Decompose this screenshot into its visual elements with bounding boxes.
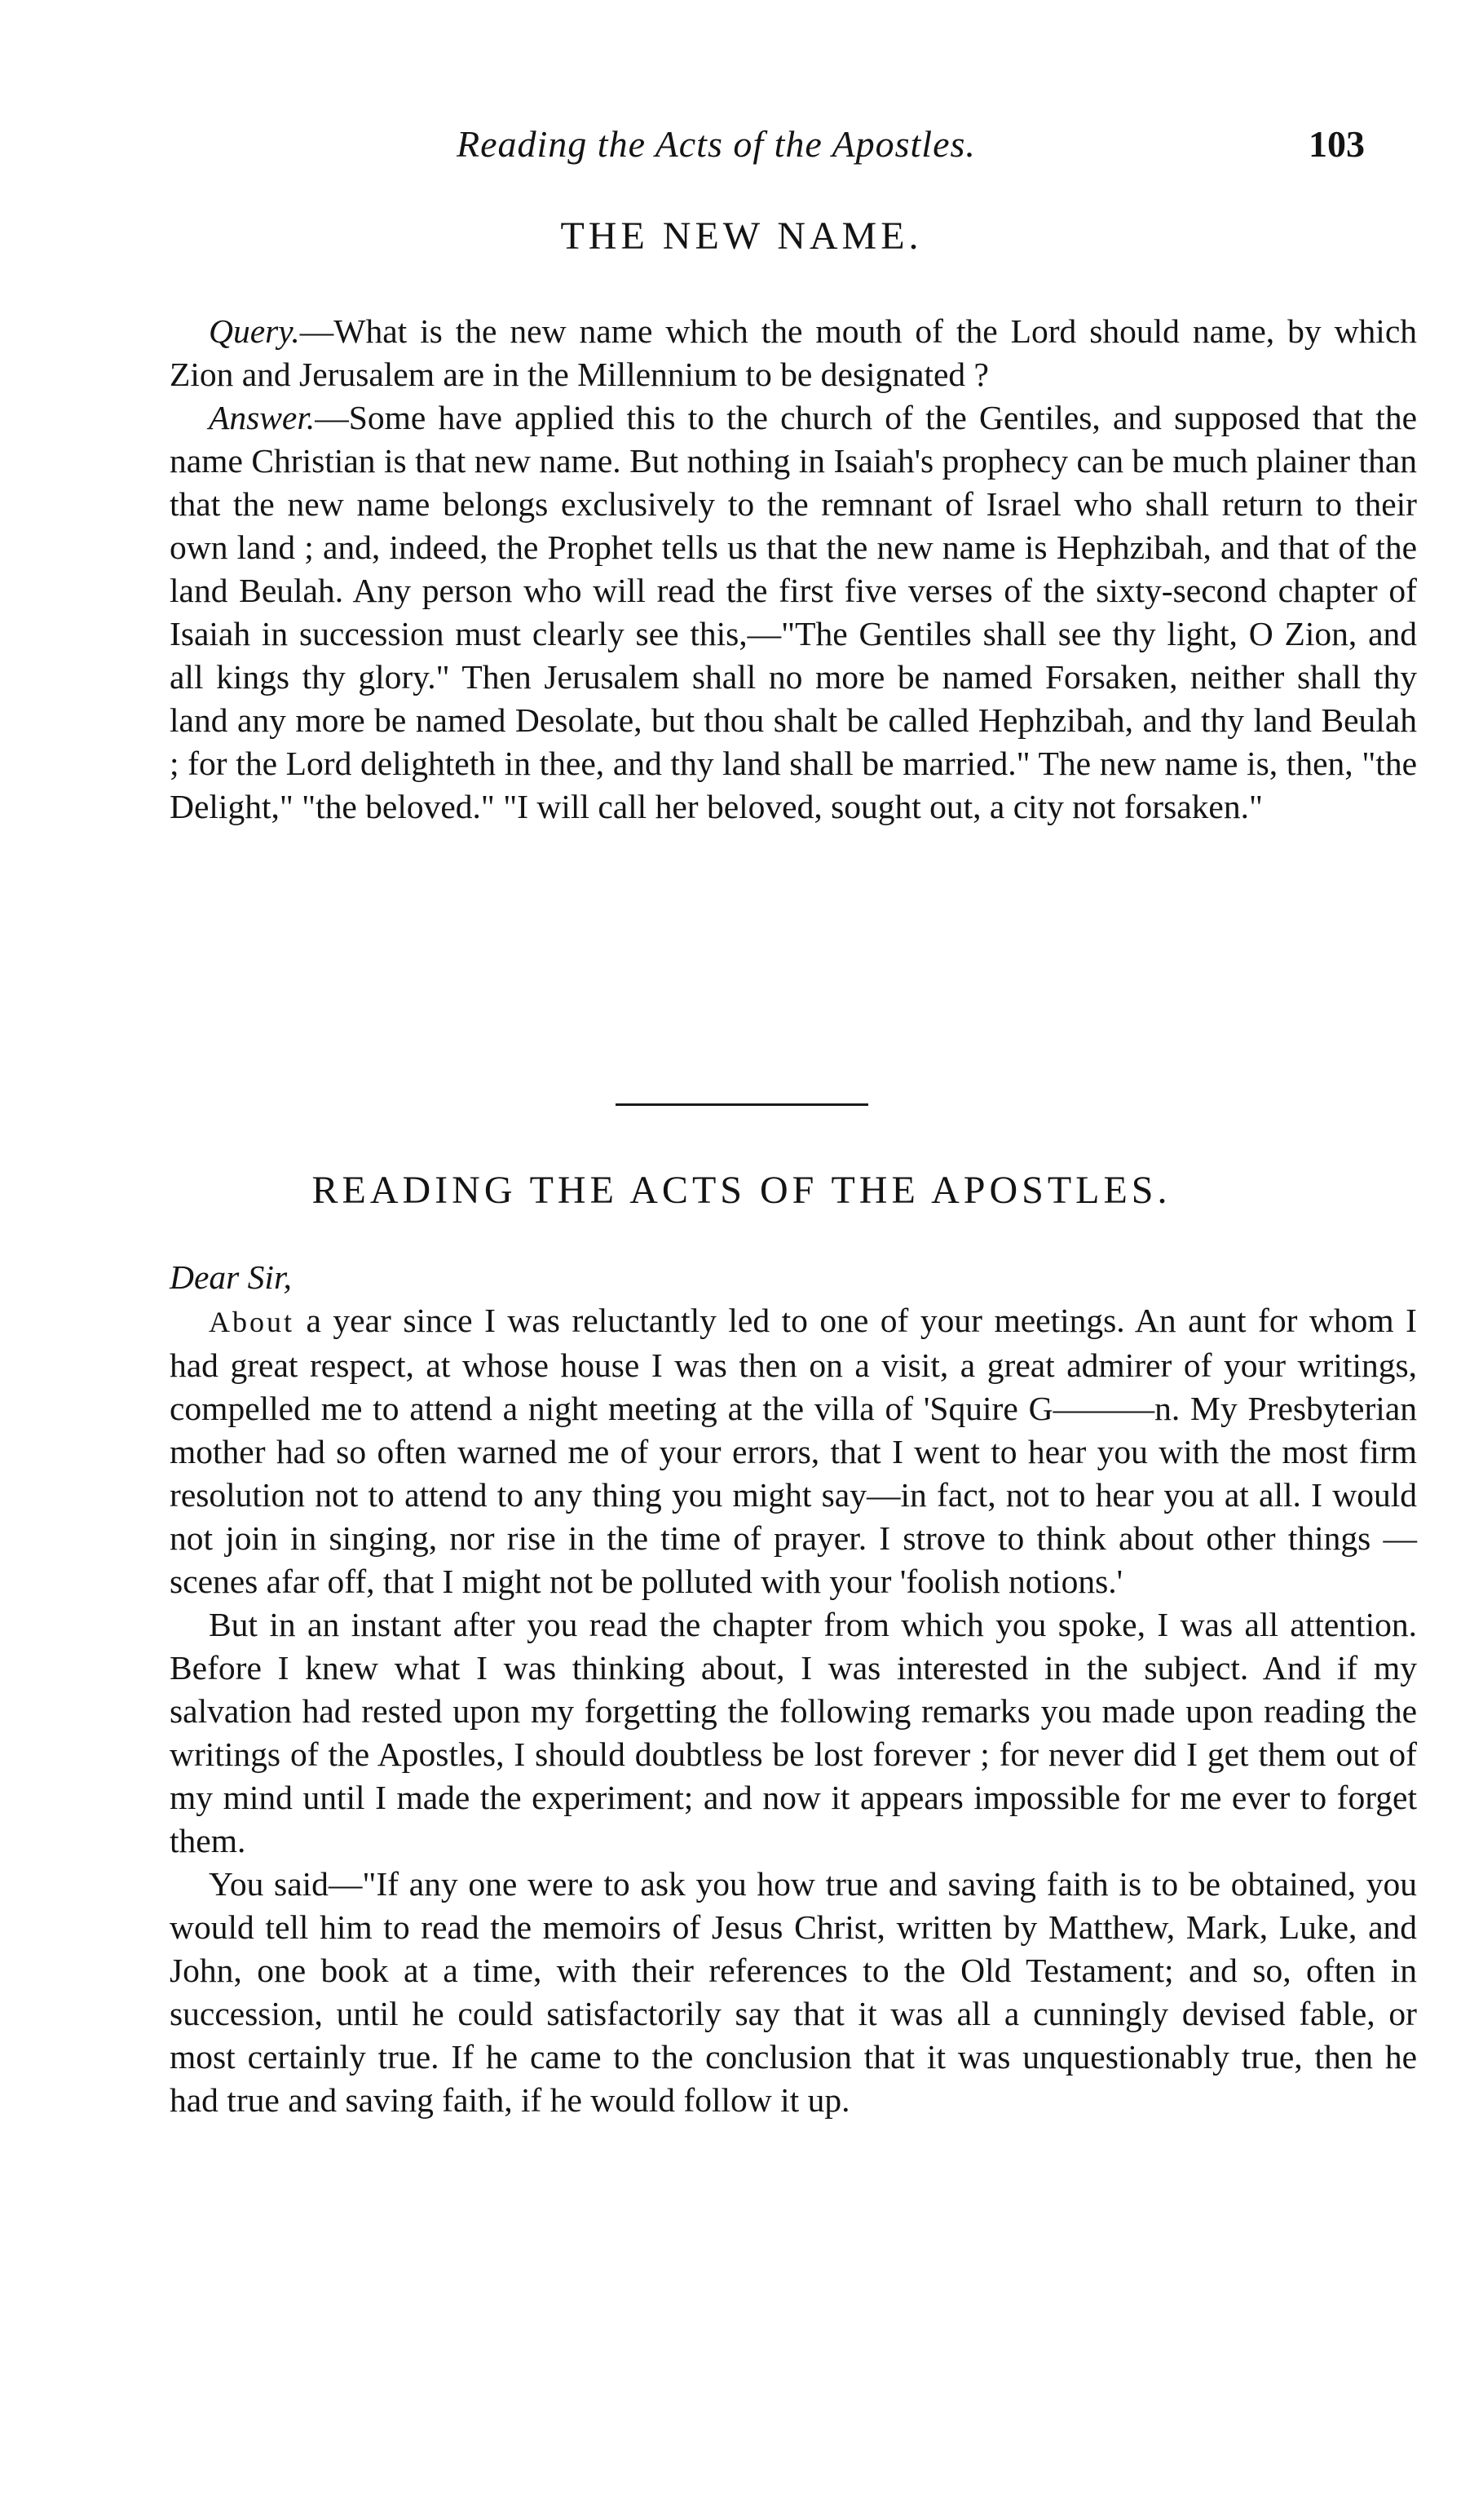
letter-paragraph-3: You said—"If any one were to ask you how true and saving faith is to be obtained, you would tell him to read the memoirs of Jesus Christ, written by Matthew, Mark, Luke, and John, one book at a time, with their references to the Old Testament; and so, often in succession, until he could satisfactorily say that it was all a cunningly devised fable, or most certainly true. If he came to the conclusion that it was unquestionably true, then he had true and saving faith, if he would follow it up. — [170, 1865, 1417, 2119]
letter-paragraph-1-text: a year since I was reluctantly led to one of your meetings. An aunt for whom I had great respect, at whose house I was then on a visit, a great admirer of your writings, compelled me to attend a night meeting at the villa of 'Squire G———n. My Presbyterian mother had so often warned me of your errors, that I went to hear you with the most firm resolution not to attend to any thing you might say—in fact, not to hear you at all. I would not join in singing, nor rise in the time of prayer. I strove to think about other things —scenes afar off, that I might not be polluted with your 'foolish notions.' — [170, 1302, 1417, 1600]
letter-paragraph-1 — [170, 1299, 1417, 1603]
new-name-body — [170, 310, 1417, 829]
section-title-new-name: THE NEW NAME. — [560, 214, 923, 258]
section-divider — [616, 1103, 868, 1106]
query-paragraph — [170, 310, 1417, 396]
small-caps-opening: About — [209, 1306, 294, 1338]
answer-text: —Some have applied this to the church of the Gentiles, and supposed that the name Christian is that new name. But nothing in Isaiah's prophecy can be much plainer than that the new name belongs exclusively to the remnant of Israel who shall return to their own land ; and, indeed, the Prophet tells us that the new name is Hephzibah, and that of the land Beulah. Any person who will read the first five verses of the sixty-second chapter of Isaiah in succession must clearly see this,—"The Gentiles shall see thy light, O Zion, and all kings thy glory." Then Jerusalem shall no more be named Forsaken, neither shall thy land any more be named Desolate, but thou shalt be called Hephzibah, and thy land Beulah ; for the Lord delighteth in thee, and thy land shall be married." The new name is, then, "the Delight," "the beloved." "I will call her beloved, sought out, a city not forsaken." — [170, 399, 1417, 825]
answer-label: Answer. — [209, 399, 316, 436]
query-text: —What is the new name which the mouth of the Lord should name, by which Zion and Jerusalem are in the Millennium to be designated ? — [170, 312, 1417, 393]
letter-body — [170, 1256, 1417, 2122]
running-title: Reading the Acts of the Apostles. — [457, 123, 976, 165]
section-title-reading-acts: READING THE ACTS OF THE APOSTLES. — [311, 1169, 1172, 1212]
answer-paragraph — [170, 396, 1417, 829]
salutation: Dear Sir, — [170, 1258, 292, 1296]
letter-paragraph-2: But in an instant after you read the chapter from which you spoke, I was all attention. Before I knew what I was thinking about, I was interested in the subject. And if my salvation had rested upon my forgetting the following remarks you made upon reading the writings of the Apostles, I should doubtless be lost forever ; for never did I get them out of my mind until I made the experiment; and now it appears impossible for me ever to forget them. — [170, 1606, 1417, 1859]
query-label: Query. — [209, 312, 300, 350]
page-number: 103 — [1309, 123, 1365, 165]
running-head — [0, 122, 1483, 171]
